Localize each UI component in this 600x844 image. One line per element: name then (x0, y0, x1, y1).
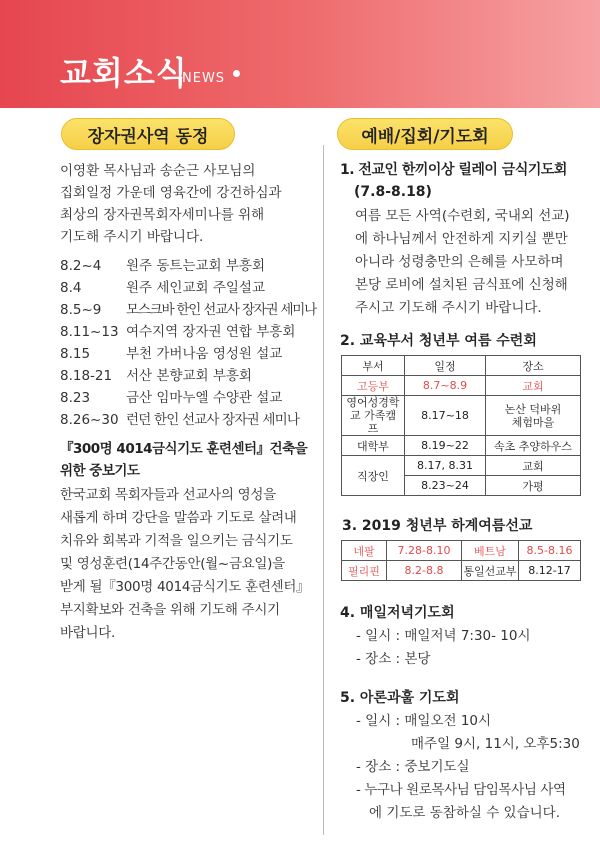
table-row: 네팔 7.28-8.10 베트남 8.5-8.16 (342, 541, 581, 561)
section1-title: 1. 전교인 한끼이상 릴레이 금식기도회 (340, 162, 567, 178)
intro-line: 집회일정 가운데 영육간에 강건하심과 (60, 185, 282, 201)
column-divider (323, 145, 324, 835)
schedule-row: 8.4 원주 세인교회 주일설교 (60, 280, 265, 296)
header-subtitle: NEWS (182, 71, 226, 86)
header-title: 교회소식 (60, 54, 188, 92)
intro-line: 최상의 장자권목회자세미나를 위해 (60, 207, 265, 223)
section5-title: 5. 아론과훌 기도회 (340, 690, 460, 706)
schedule-row: 8.18-21 서산 본향교회 부흥회 (60, 368, 252, 384)
intro-line: 기도해 주시기 바랍니다. (60, 229, 204, 245)
mission-table (341, 540, 581, 581)
schedule-row: 8.2~4 원주 동트는교회 부흥회 (60, 258, 265, 274)
section4-title: 4. 매일저녁기도회 (340, 605, 455, 621)
schedule-row: 8.26~30 런던 한인 선교사 장자권 세미나 (60, 412, 300, 428)
section1-body: 여름 모든 사역(수련회, 국내외 선교) 에 하나님께서 안전하게 지키실 뿐만 아니라 성령충만의 은혜를 사모하며 본당 로비에 설치된 금식표에 신청해 주시고 기도해 주시기 바랍니다. (355, 208, 570, 316)
table-row: 고등부 8.7~8.9 교회 (342, 376, 581, 396)
section-pill-ministry: 장자권사역 동정 (61, 118, 235, 150)
ministry-schedule (60, 255, 322, 431)
schedule-row: 8.23 금산 임마누엘 수양관 설교 (60, 390, 283, 406)
table-row: 필리핀 8.2-8.8 통일선교부 8.12-17 (342, 561, 581, 581)
section2-title: 2. 교육부서 청년부 여름 수련회 (340, 333, 537, 349)
table-row: 8.23~24 가평 (342, 476, 581, 496)
ministry-intro (60, 160, 322, 248)
news-header (0, 0, 600, 108)
table-row: 영어성경학교 가족캠프 8.17~18 논산 덕바위 체험마을 (342, 396, 581, 436)
dot-icon (233, 70, 240, 77)
section4-body: - 일시 : 매일저녁 7:30- 10시 - 장소 : 본당 (356, 628, 531, 667)
section5-body: - 일시 : 매일오전 10시 매주일 9시, 11시, 오후5:30 - 장소 : 중보기도실 - 누구나 원로목사님 담임목사님 사역 에 기도로 동참하실 수 있습니다. (356, 713, 580, 821)
schedule-row: 8.15 부천 가버나움 영성원 설교 (60, 346, 283, 362)
table-row: 직장인 8.17, 8.31 교회 (342, 456, 581, 476)
retreat-table (341, 355, 581, 496)
prayer-body: 한국교회 목회자들과 선교사의 영성을 새롭게 하며 강단을 말씀과 기도로 살려내 치유와 회복과 기적을 일으키는 금식기도 및 영성훈련(14주간동안(월~금요일)을 받게 될『300명 4014금식기도 훈련센터』 부지확보와 건축을 위해 기도해 주시기 바랍니다. (60, 487, 310, 641)
schedule-row: 8.11~13 여수지역 장자권 연합 부흥회 (60, 324, 296, 340)
section3-title: 3. 2019 청년부 하계여름선교 (342, 518, 533, 534)
intro-line: 이영환 목사님과 송순근 사모님의 (60, 163, 256, 179)
table-row: 대학부 8.19~22 속초 추양하우스 (342, 436, 581, 456)
section-pill-worship: 예배/집회/기도회 (337, 118, 513, 150)
table-header-row: 부서 일정 장소 (342, 356, 581, 376)
prayer-title: 『300명 4014금식기도 훈련센터』건축을 위한 중보기도 (60, 441, 308, 479)
schedule-row: 8.5~9 모스크바 한인 선교사 장자권 세미나 (60, 302, 316, 318)
section1-date: (7.8-8.18) (354, 184, 432, 200)
